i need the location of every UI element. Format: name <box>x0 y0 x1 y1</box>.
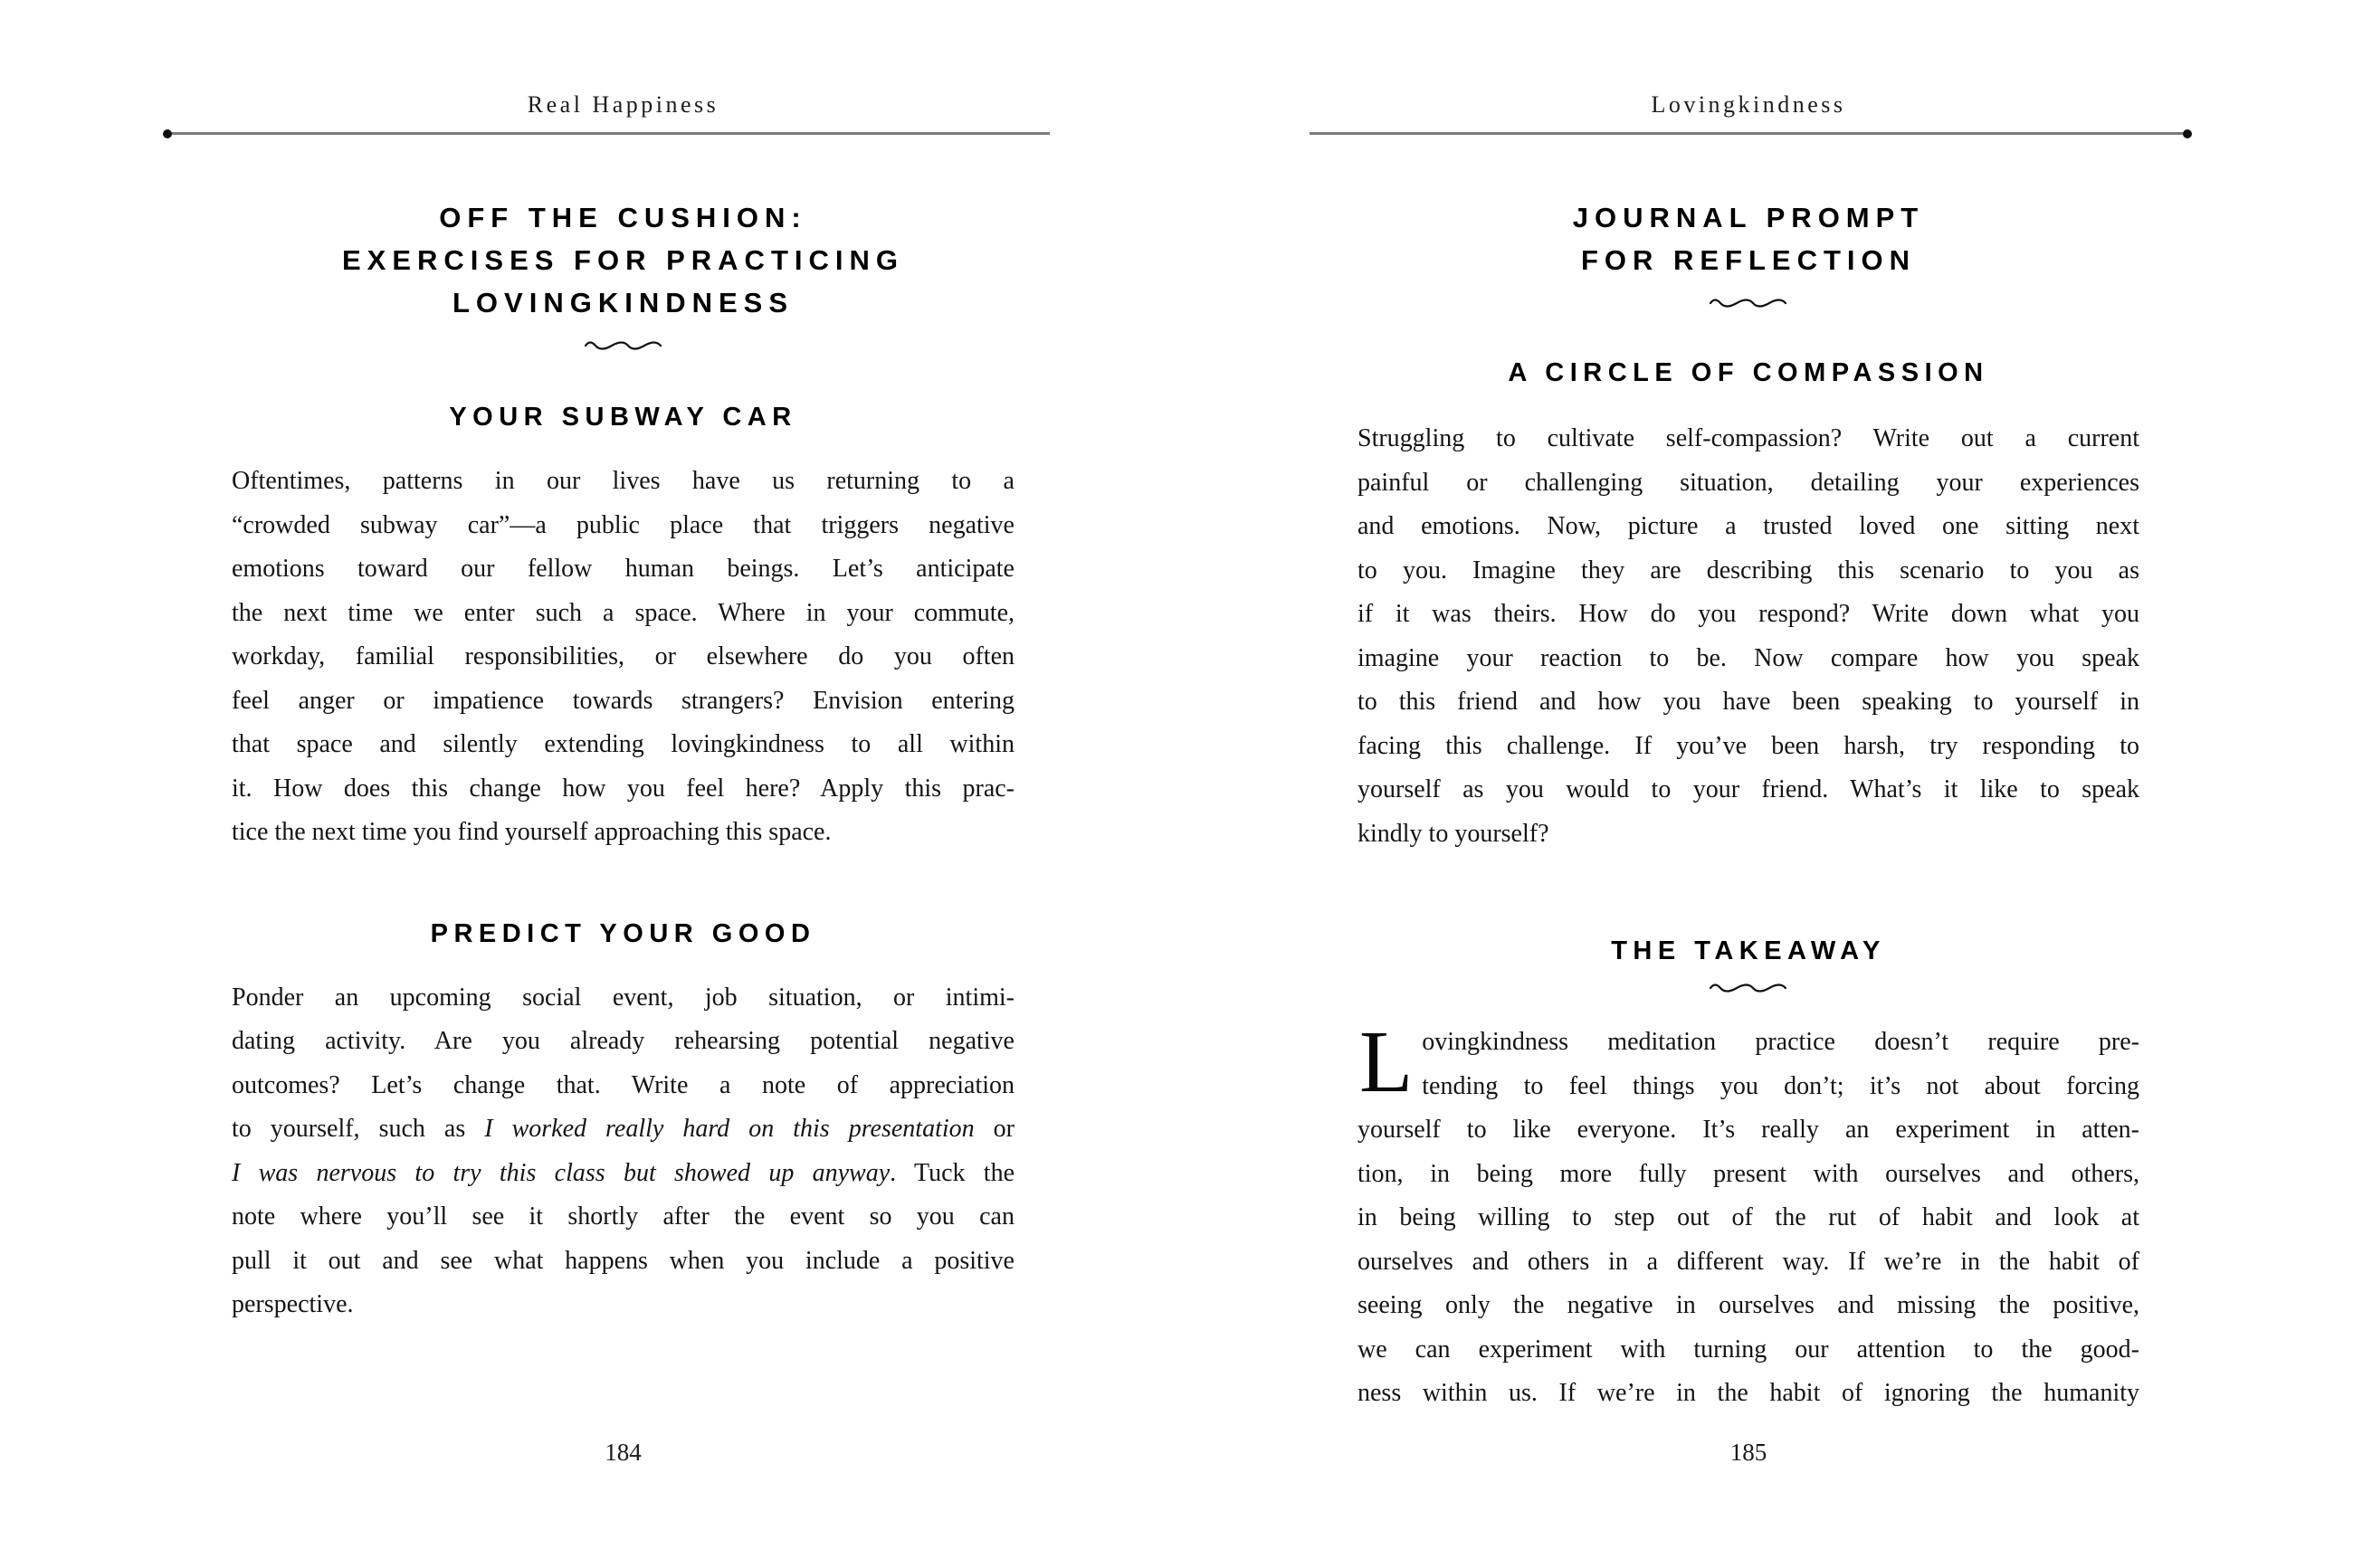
left-chapter-title <box>232 196 1015 324</box>
right-page <box>1358 0 2139 1568</box>
body-line: tion, in being more fully present with ourselves and others, <box>1358 1159 2139 1188</box>
body-line: facing this challenge. If you’ve been harsh, try responding to <box>1358 731 2139 760</box>
body-line: painful or challenging situation, detailing your experiences <box>1358 468 2139 497</box>
section-heading-circle-of-compassion: A CIRCLE OF COMPASSION <box>1508 358 1989 387</box>
right-running-header: Lovingkindness <box>1651 91 1846 118</box>
body-line: it. How does this change how you feel here? Apply this prac- <box>232 774 1015 803</box>
body-line: “crowded subway car”—a public place that triggers negative <box>232 510 1015 539</box>
chapter-title-line: LOVINGKINDNESS <box>452 287 795 318</box>
body-line: pull it out and see what happens when you include a positive <box>232 1246 1015 1275</box>
section-heading-the-takeaway: THE TAKEAWAY <box>1611 936 1886 965</box>
right-chapter-title <box>1358 196 2139 281</box>
body-line: dating activity. Are you already rehearsing potential negative <box>232 1027 1015 1055</box>
body-line: ourselves and others in a different way. If we’re in the habit of <box>1358 1247 2139 1276</box>
squiggle-ornament <box>1707 980 1790 993</box>
chapter-title-line: JOURNAL PROMPT <box>1572 202 1925 233</box>
chapter-title-line: EXERCISES FOR PRACTICING <box>342 244 904 276</box>
body-line: seeing only the negative in ourselves and missing the positive, <box>1358 1291 2139 1319</box>
paragraph-the-takeaway <box>1358 1013 2139 1416</box>
body-line: tice the next time you find yourself approaching this space. <box>232 818 832 846</box>
paragraph-predict-your-good <box>232 976 1015 1327</box>
section-heading-predict-your-good: PREDICT YOUR GOOD <box>430 918 816 948</box>
left-page-number: 184 <box>605 1439 642 1466</box>
body-line: to yourself, such as I worked really hard on this presentation or <box>232 1115 1015 1143</box>
body-line: yourself to like everyone. It’s really an experiment in atten- <box>1358 1116 2139 1144</box>
left-page <box>232 0 1015 1568</box>
body-line: Struggling to cultivate self-compassion? Write out a current <box>1358 424 2139 452</box>
body-line: that space and silently extending lovingkindness to all within <box>232 730 1015 758</box>
body-line: in being willing to step out of the rut of habit and look at <box>1358 1203 2139 1231</box>
body-line: to you. Imagine they are describing this scenario to you as <box>1358 556 2139 584</box>
body-line: if it was theirs. How do you respond? Write down what you <box>1358 600 2139 628</box>
body-line: we can experiment with turning our attention to the good- <box>1358 1335 2139 1364</box>
body-line: Oftentimes, patterns in our lives have us returning to a <box>232 467 1015 495</box>
body-line: perspective. <box>232 1290 354 1318</box>
squiggle-ornament <box>1707 295 1790 309</box>
body-line: note where you’ll see it shortly after the event so you can <box>232 1202 1015 1231</box>
body-line: workday, familial responsibilities, or elsewhere do you often <box>232 642 1015 670</box>
paragraph-circle-of-compassion <box>1358 417 2139 856</box>
body-line: the next time we enter such a space. Where in your commute, <box>232 598 1015 627</box>
body-line: to this friend and how you have been speaking to yourself in <box>1358 688 2139 716</box>
left-running-header: Real Happiness <box>527 91 719 118</box>
body-line: imagine your reaction to be. Now compare how you speak <box>1358 643 2139 672</box>
chapter-title-line: OFF THE CUSHION: <box>439 202 807 233</box>
right-rule-end-dot <box>2183 129 2192 138</box>
body-line: emotions toward our fellow human beings. Let’s anticipate <box>232 555 1015 583</box>
body-line: tending to feel things you don’t; it’s not about forcing <box>1422 1071 2139 1100</box>
paragraph-your-subway-car <box>232 460 1015 855</box>
body-line: outcomes? Let’s change that. Write a note of appreciation <box>232 1070 1015 1099</box>
body-line: kindly to yourself? <box>1358 819 1549 848</box>
body-line: feel anger or impatience towards strangers? Envision entering <box>232 686 1015 715</box>
right-page-number: 185 <box>1729 1439 1767 1466</box>
chapter-title-line: FOR REFLECTION <box>1580 244 1917 276</box>
left-rule-end-dot <box>163 129 172 138</box>
drop-cap-letter: L <box>1359 1013 1414 1110</box>
body-line: yourself as you would to your friend. What’s it like to speak <box>1358 775 2139 803</box>
body-line: ovingkindness meditation practice doesn’t require pre- <box>1422 1028 2139 1056</box>
body-line: and emotions. Now, picture a trusted loved one sitting next <box>1358 512 2139 540</box>
body-line: I was nervous to try this class but showed up anyway. Tuck the <box>232 1158 1015 1187</box>
section-heading-your-subway-car: YOUR SUBWAY CAR <box>449 403 797 432</box>
squiggle-ornament <box>582 337 665 351</box>
body-line: Ponder an upcoming social event, job situation, or intimi- <box>232 983 1015 1012</box>
body-line: ness within us. If we’re in the habit of ignoring the humanity <box>1358 1379 2139 1407</box>
